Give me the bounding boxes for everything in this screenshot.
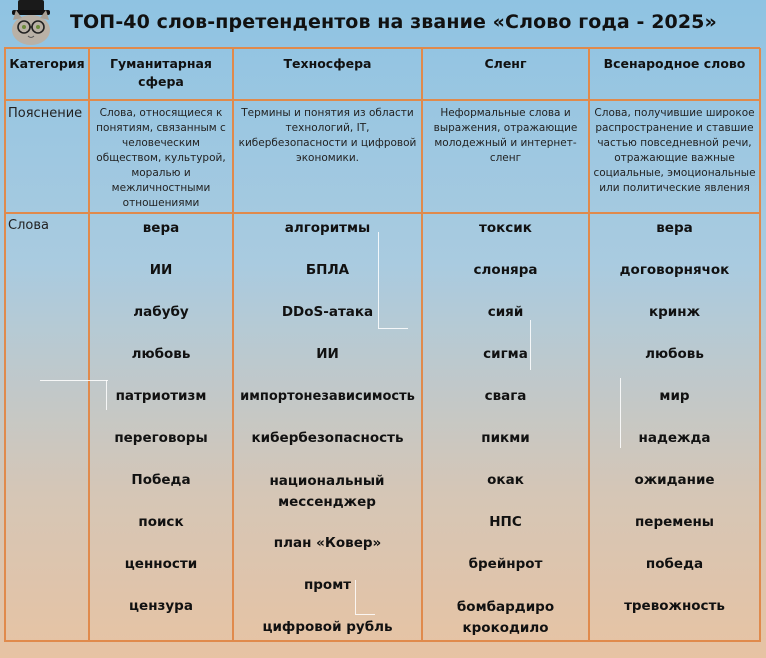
column-header-humanities	[90, 55, 232, 91]
header-line: Гуманитарная	[110, 56, 212, 71]
explanation-line: кибербезопасности и цифровой	[238, 137, 417, 149]
word-slang-7: окак	[487, 472, 524, 488]
word-technosphere-5: импортонезависимость	[240, 389, 415, 404]
explanation-line: выражения, отражающие	[433, 122, 578, 134]
explanation-line: человеческим	[122, 137, 200, 149]
word-humanities-7: Победа	[131, 472, 191, 488]
header	[0, 0, 766, 46]
word-slang-3: сияй	[487, 304, 524, 320]
explanation-line: отношениями	[122, 197, 200, 209]
table-divider-explanation	[4, 212, 760, 214]
table-border-bottom	[4, 640, 760, 642]
column-header-slang	[423, 55, 588, 73]
word-popular-4: любовь	[645, 346, 704, 362]
header-line: Всенародное слово	[603, 56, 746, 71]
explanation-technosphere	[234, 106, 421, 166]
decorative-line	[355, 614, 375, 615]
word-humanities-10: цензура	[129, 598, 193, 614]
word-technosphere-7: национальный мессенджер	[269, 473, 385, 510]
word-technosphere-1: алгоритмы	[284, 220, 371, 236]
word-technosphere-10: цифровой рубль	[262, 619, 393, 635]
table-border-top	[4, 47, 760, 49]
explanation-humanities	[90, 106, 232, 211]
word-technosphere-8: план «Ковер»	[273, 535, 382, 551]
explanation-line: Слова, относящиеся к	[99, 107, 223, 119]
word-humanities-2: ИИ	[149, 262, 173, 278]
cat-with-top-hat-and-glasses-icon	[4, 0, 62, 46]
table-border-left	[4, 48, 6, 642]
column-header-technosphere	[234, 55, 421, 73]
word-humanities-9: ценности	[124, 556, 198, 572]
table-border-right	[759, 48, 761, 642]
header-line: сфера	[138, 74, 184, 89]
word-popular-10: тревожность	[624, 598, 725, 614]
word-popular-5: мир	[659, 388, 690, 404]
word-technosphere-3: DDoS-атака	[281, 304, 374, 320]
word-popular-7: ожидание	[634, 472, 715, 488]
explanation-line: обществом, культурой,	[96, 152, 226, 164]
row-label-explanation: Пояснение	[8, 106, 83, 121]
word-slang-4: сигма	[483, 346, 528, 362]
corner-label: Категория	[9, 56, 85, 71]
word-popular-8: перемены	[634, 514, 715, 530]
explanation-line: Слова, получившие широкое	[594, 107, 755, 119]
explanation-line: молодежный и интернет-	[434, 137, 577, 149]
column-header-popular-word	[590, 55, 759, 73]
word-popular-9: победа	[645, 556, 704, 572]
word-popular-2: договорнячок	[619, 262, 730, 278]
row-label-words: Слова	[8, 218, 49, 233]
word-humanities-1: вера	[142, 220, 180, 236]
page-title: ТОП-40 слов-претендентов на звание «Слово года - 2025»	[70, 11, 717, 33]
explanation-line: моралью и	[131, 167, 191, 179]
word-slang-1: токсик	[479, 220, 532, 236]
explanation-line: Неформальные слова и	[440, 107, 571, 119]
word-technosphere-2: БПЛА	[305, 262, 350, 278]
word-technosphere-6: кибербезопасность	[251, 430, 404, 446]
explanation-line: межличностными	[111, 182, 211, 194]
explanation-line: сленг	[489, 152, 522, 164]
word-popular-1: вера	[656, 220, 693, 236]
table-divider-header	[4, 99, 760, 101]
explanation-slang	[423, 106, 588, 166]
word-slang-9: брейнрот	[468, 556, 543, 572]
explanation-line: Термины и понятия из области	[241, 107, 414, 119]
explanation-line: социальные, эмоциональные	[593, 167, 756, 179]
word-humanities-5: патриотизм	[115, 388, 207, 404]
explanation-line: частью повседневной речи,	[597, 137, 752, 149]
word-humanities-8: поиск	[138, 514, 184, 530]
explanation-line: технологий, IT,	[285, 122, 370, 134]
explanation-line: понятиям, связанным с	[96, 122, 226, 134]
word-slang-8: НПС	[489, 514, 522, 530]
explanation-line: распространение и ставшие	[595, 122, 754, 134]
word-humanities-6: переговоры	[114, 430, 208, 446]
word-popular-6: надежда	[638, 430, 711, 446]
word-humanities-3: лабубу	[133, 304, 189, 320]
word-popular-3: кринж	[648, 304, 701, 320]
explanation-line: или политические явления	[599, 182, 750, 194]
word-slang-6: пикми	[481, 430, 530, 446]
decorative-line	[378, 328, 408, 329]
word-slang-2: слоняра	[473, 262, 538, 278]
header-line: Техносфера	[283, 56, 372, 71]
word-technosphere-4: ИИ	[316, 346, 339, 362]
word-slang-10: бомбардиро крокодило	[456, 599, 555, 636]
header-line: Сленг	[484, 56, 527, 71]
word-slang-5: свага	[484, 388, 527, 404]
word-humanities-4: любовь	[131, 346, 191, 362]
explanation-line: отражающие важные	[614, 152, 735, 164]
explanation-popular-word	[590, 106, 759, 196]
explanation-line: экономики.	[295, 152, 360, 164]
word-technosphere-9: промт	[303, 577, 352, 593]
decorative-line	[40, 380, 108, 381]
